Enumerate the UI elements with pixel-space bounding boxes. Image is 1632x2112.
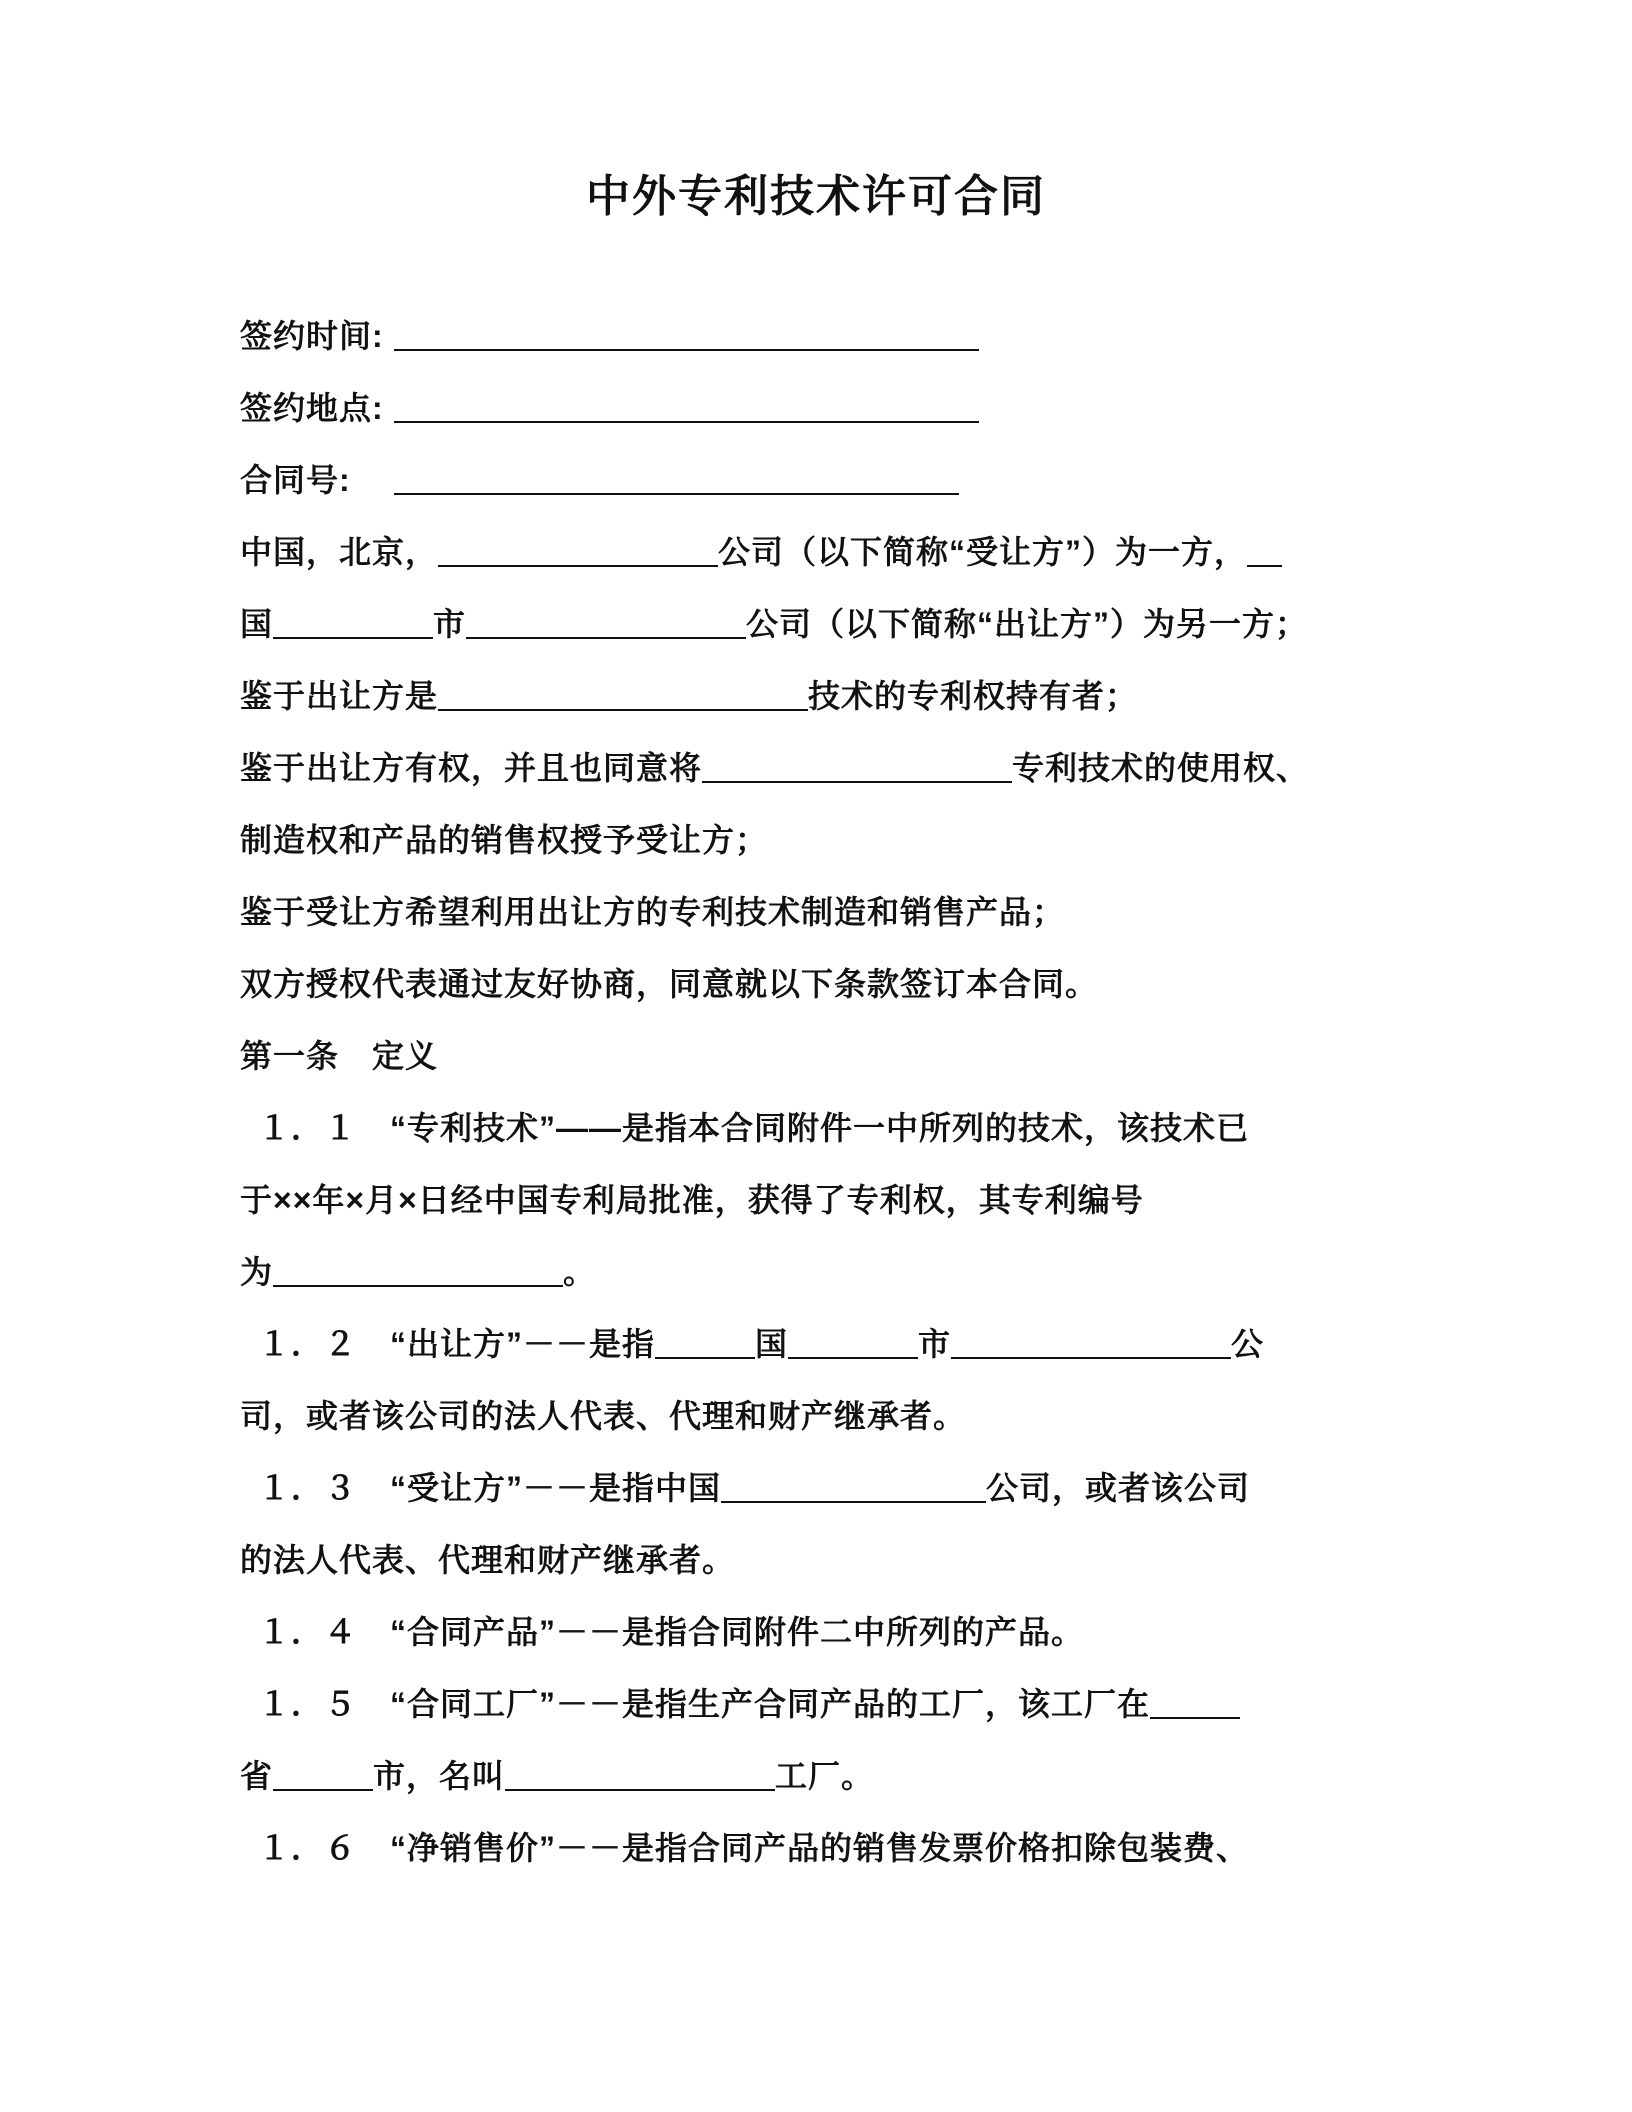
paragraph-line: [240, 1524, 1392, 1596]
paragraph-line: [240, 1452, 1392, 1524]
text-segment: 公司（以下简称“出让方”）为另一方；: [746, 606, 1309, 642]
blank-underline: [951, 1323, 1231, 1359]
paragraph-line: [240, 804, 1392, 876]
blank-underline: [788, 1323, 918, 1359]
text-segment: 公司（以下简称“受让方”）为一方，: [718, 534, 1248, 570]
text-segment: 司，或者该公司的法人代表、代理和财产继承者。: [240, 1398, 967, 1434]
paragraph-line: [240, 1668, 1392, 1740]
text-segment: １．３ “受让方”－－是指中国: [258, 1470, 722, 1506]
paragraph-line: [240, 588, 1392, 660]
text-segment: 工厂。: [775, 1758, 875, 1794]
blank-underline: [466, 603, 746, 639]
text-segment: １．６ “净销售价”－－是指合同产品的销售发票价格扣除包装费、: [258, 1830, 1250, 1866]
text-segment: １．２ “出让方”－－是指: [258, 1326, 656, 1362]
text-segment: 双方授权代表通过友好协商，同意就以下条款签订本合同。: [240, 966, 1099, 1002]
paragraph-line: [240, 948, 1392, 1020]
text-segment: 于××年×月×日经中国专利局批准，获得了专利权，其专利编号: [240, 1182, 1144, 1218]
document-body: [240, 300, 1392, 1884]
blank-underline: [273, 1251, 563, 1287]
paragraph-line: [240, 1740, 1392, 1812]
text-segment: 签约时间:: [240, 318, 394, 354]
text-segment: 国: [755, 1326, 789, 1362]
paragraph-line: [240, 660, 1392, 732]
blank-underline: [394, 315, 979, 351]
text-segment: 市，名叫: [373, 1758, 506, 1794]
paragraph-line: [240, 372, 1392, 444]
blank-underline: [438, 675, 808, 711]
blank-underline: [273, 1755, 373, 1791]
text-segment: 制造权和产品的销售权授予受让方；: [240, 822, 769, 858]
paragraph-line: [240, 516, 1392, 588]
blank-underline: [438, 531, 718, 567]
text-segment: 专利技术的使用权、: [1012, 750, 1310, 786]
text-segment: 合同号:: [240, 462, 394, 498]
blank-underline: [505, 1755, 775, 1791]
document-title: 中外专利技术许可合同: [586, 172, 1046, 221]
text-segment: 鉴于出让方有权，并且也同意将: [240, 750, 703, 786]
paragraph-line: [240, 1020, 1392, 1092]
text-segment: 中国，北京，: [240, 534, 439, 570]
text-segment: 为: [240, 1254, 274, 1290]
blank-underline: [1247, 531, 1282, 567]
paragraph-line: [240, 1596, 1392, 1668]
blank-underline: [394, 459, 959, 495]
text-segment: 国: [240, 606, 274, 642]
text-segment: 的法人代表、代理和财产继承者。: [240, 1542, 736, 1578]
text-segment: 市: [918, 1326, 952, 1362]
text-segment: １．１ “专利技术”——是指本合同附件一中所列的技术，该技术已: [258, 1110, 1250, 1146]
paragraph-line: [240, 732, 1392, 804]
paragraph-line: [240, 1308, 1392, 1380]
text-segment: 市: [433, 606, 467, 642]
paragraph-line: [240, 1164, 1392, 1236]
paragraph-line: [240, 1380, 1392, 1452]
blank-underline: [1150, 1683, 1240, 1719]
paragraph-line: [240, 1236, 1392, 1308]
text-segment: 技术的专利权持有者；: [808, 678, 1139, 714]
blank-underline: [702, 747, 1012, 783]
text-segment: 公司，或者该公司: [986, 1470, 1251, 1506]
paragraph-line: [240, 1812, 1392, 1884]
blank-underline: [273, 603, 433, 639]
text-segment: １．４ “合同产品”－－是指合同附件二中所列的产品。: [258, 1614, 1085, 1650]
text-segment: 鉴于受让方希望利用出让方的专利技术制造和销售产品；: [240, 894, 1066, 930]
text-segment: １．５ “合同工厂”－－是指生产合同产品的工厂，该工厂在: [258, 1686, 1151, 1722]
text-segment: 省: [240, 1758, 274, 1794]
blank-underline: [394, 387, 979, 423]
text-segment: 鉴于出让方是: [240, 678, 439, 714]
blank-underline: [655, 1323, 755, 1359]
text-segment: 。: [563, 1254, 597, 1290]
paragraph-line: [240, 300, 1392, 372]
paragraph-line: [240, 1092, 1392, 1164]
text-segment: 公: [1231, 1326, 1265, 1362]
paragraph-line: [240, 444, 1392, 516]
paragraph-line: [240, 876, 1392, 948]
blank-underline: [721, 1467, 986, 1503]
text-segment: 第一条 定义: [240, 1038, 439, 1074]
text-segment: 签约地点:: [240, 390, 394, 426]
